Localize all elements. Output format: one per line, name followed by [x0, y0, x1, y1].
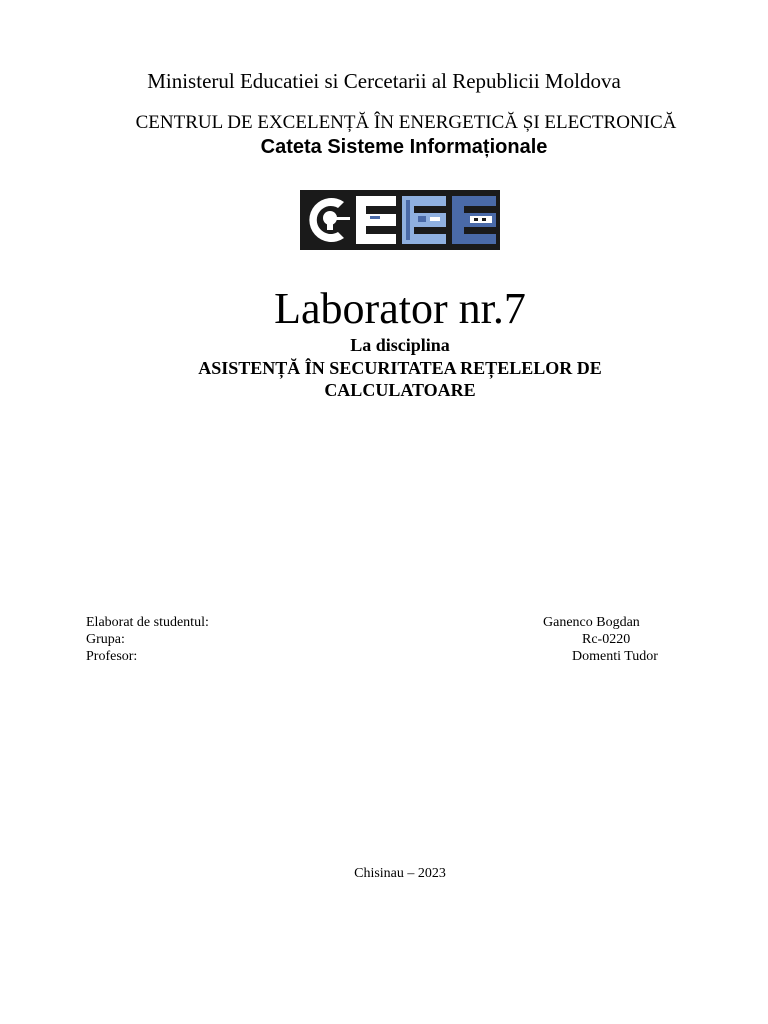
discipline-name-line1: ASISTENȚĂ ÎN SECURITATEA REȚELELOR DE [198, 358, 602, 378]
logo-letter-c-icon [304, 194, 350, 246]
logo-letter-e1-icon [356, 196, 396, 244]
ceee-logo [300, 190, 500, 250]
centre-heading: CENTRUL DE EXCELENȚĂ ÎN ENERGETICĂ ȘI ELECTRONICĂ [135, 112, 677, 133]
logo-letter-e3-icon [452, 196, 496, 244]
ministry-heading: Ministerul Educatiei si Cercetarii al Republicii Moldova [147, 69, 621, 93]
department-heading: Cateta Sisteme Informaționale [260, 136, 548, 158]
student-name: Ganenco Bogdan [543, 615, 640, 630]
lab-title: Laborator nr.7 [274, 284, 526, 333]
student-label: Elaborat de studentul: [86, 615, 209, 630]
group-value: Rc-0220 [582, 632, 631, 647]
place-year-footer: Chisinau – 2023 [354, 866, 446, 881]
professor-name: Domenti Tudor [572, 649, 658, 664]
discipline-name-line2: CALCULATOARE [324, 380, 476, 400]
group-label: Grupa: [86, 632, 125, 647]
professor-label: Profesor: [86, 649, 138, 664]
discipline-label: La disciplina [350, 335, 450, 355]
logo-letter-e2-icon [402, 196, 446, 244]
